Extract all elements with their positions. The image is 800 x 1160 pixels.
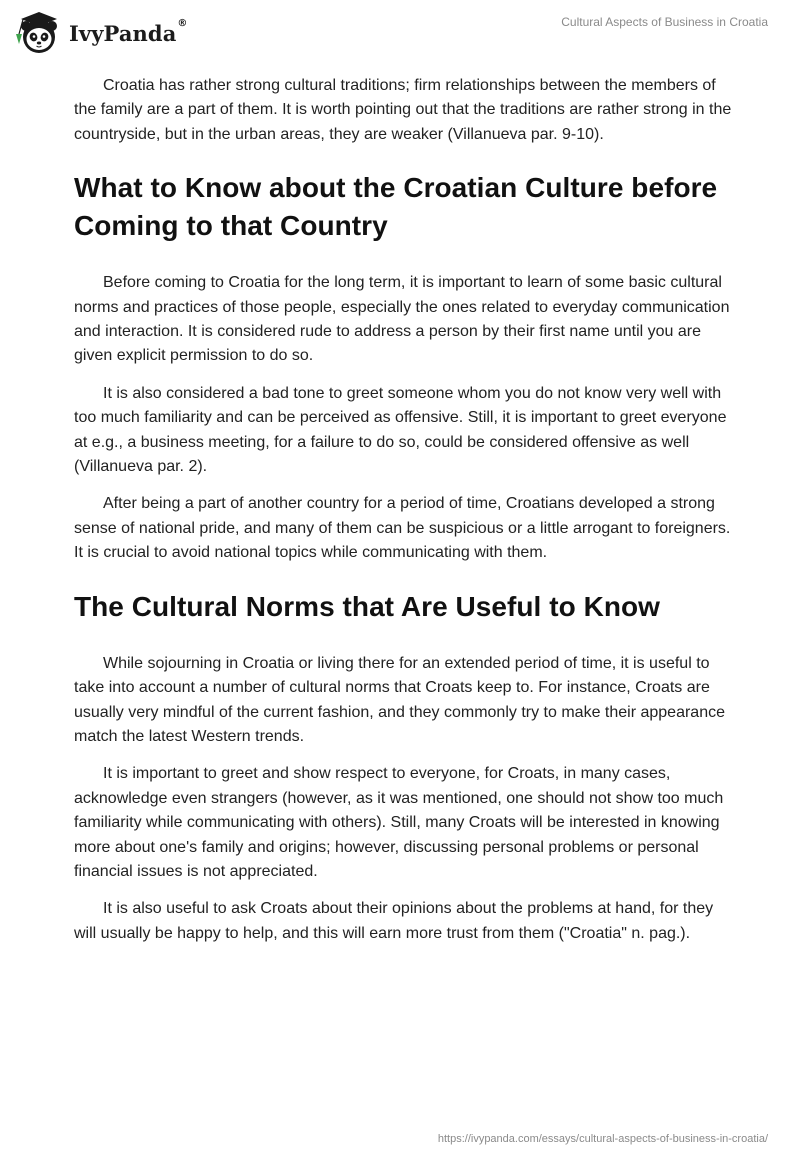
section-heading-cultural-norms: The Cultural Norms that Are Useful to Know <box>74 590 660 622</box>
essay-content <box>74 74 734 959</box>
panda-graduation-cap-logo-icon <box>13 8 63 58</box>
intro-paragraph: Croatia has rather strong cultural traditions; firm relationships between the members of the family are a part of them. It is worth pointing out that the traditions are rather strong in the countryside, but in the urban areas, they are weaker (Villanueva par. 9-10). <box>74 77 732 143</box>
section-heading-before-coming: What to Know about the Croatian Culture before Coming to that Country <box>74 172 718 242</box>
ivypanda-logo[interactable] <box>13 8 188 58</box>
page-header <box>0 0 800 62</box>
paragraph: Before coming to Croatia for the long term, it is important to learn of some basic cultural norms and practices of those people, especially the ones related to everyday communication and interaction. It is considered rude to address a person by their first name until you are given explicit permission to do so. <box>74 274 730 365</box>
brand-registered-mark: ® <box>177 17 188 29</box>
paragraph: It is important to greet and show respect to everyone, for Croats, in many cases, acknowledge even strangers (however, as it was mentioned, one should not show too much familiarity while communicating with others). Still, many Croats will be interested in knowing more about one's family and origins; however, discussing personal problems or personal financial issues is not appreciated. <box>74 765 724 880</box>
source-url[interactable]: https://ivypanda.com/essays/cultural-aspects-of-business-in-croatia/ <box>437 1133 768 1145</box>
paragraph: While sojourning in Croatia or living there for an extended period of time, it is useful to take into account a number of cultural norms that Croats keep to. For instance, Croats are usually very mindful of the current fashion, and they commonly try to make their appearance match the latest Western trends. <box>74 654 725 745</box>
paragraph: After being a part of another country for a period of time, Croatians developed a strong sense of national pride, and many of them can be suspicious or a little arrogant to foreigners. It is crucial to avoid national topics while communicating with them. <box>74 495 731 562</box>
paragraph: It is also useful to ask Croats about their opinions about the problems at hand, for they will usually be happy to help, and this will earn more trust from them ("Croatia" n. pag.). <box>74 900 714 942</box>
brand-name: IvyPanda® <box>69 17 188 46</box>
paragraph: It is also considered a bad tone to greet someone whom you do not know very well with too much familiarity and can be perceived as offensive. Still, it is important to greet everyone at e.g., a business meeting, for a failure to do so, could be considered offensive as well (Villanueva par. 2). <box>74 384 727 476</box>
document-title: Cultural Aspects of Business in Croatia <box>561 15 768 29</box>
